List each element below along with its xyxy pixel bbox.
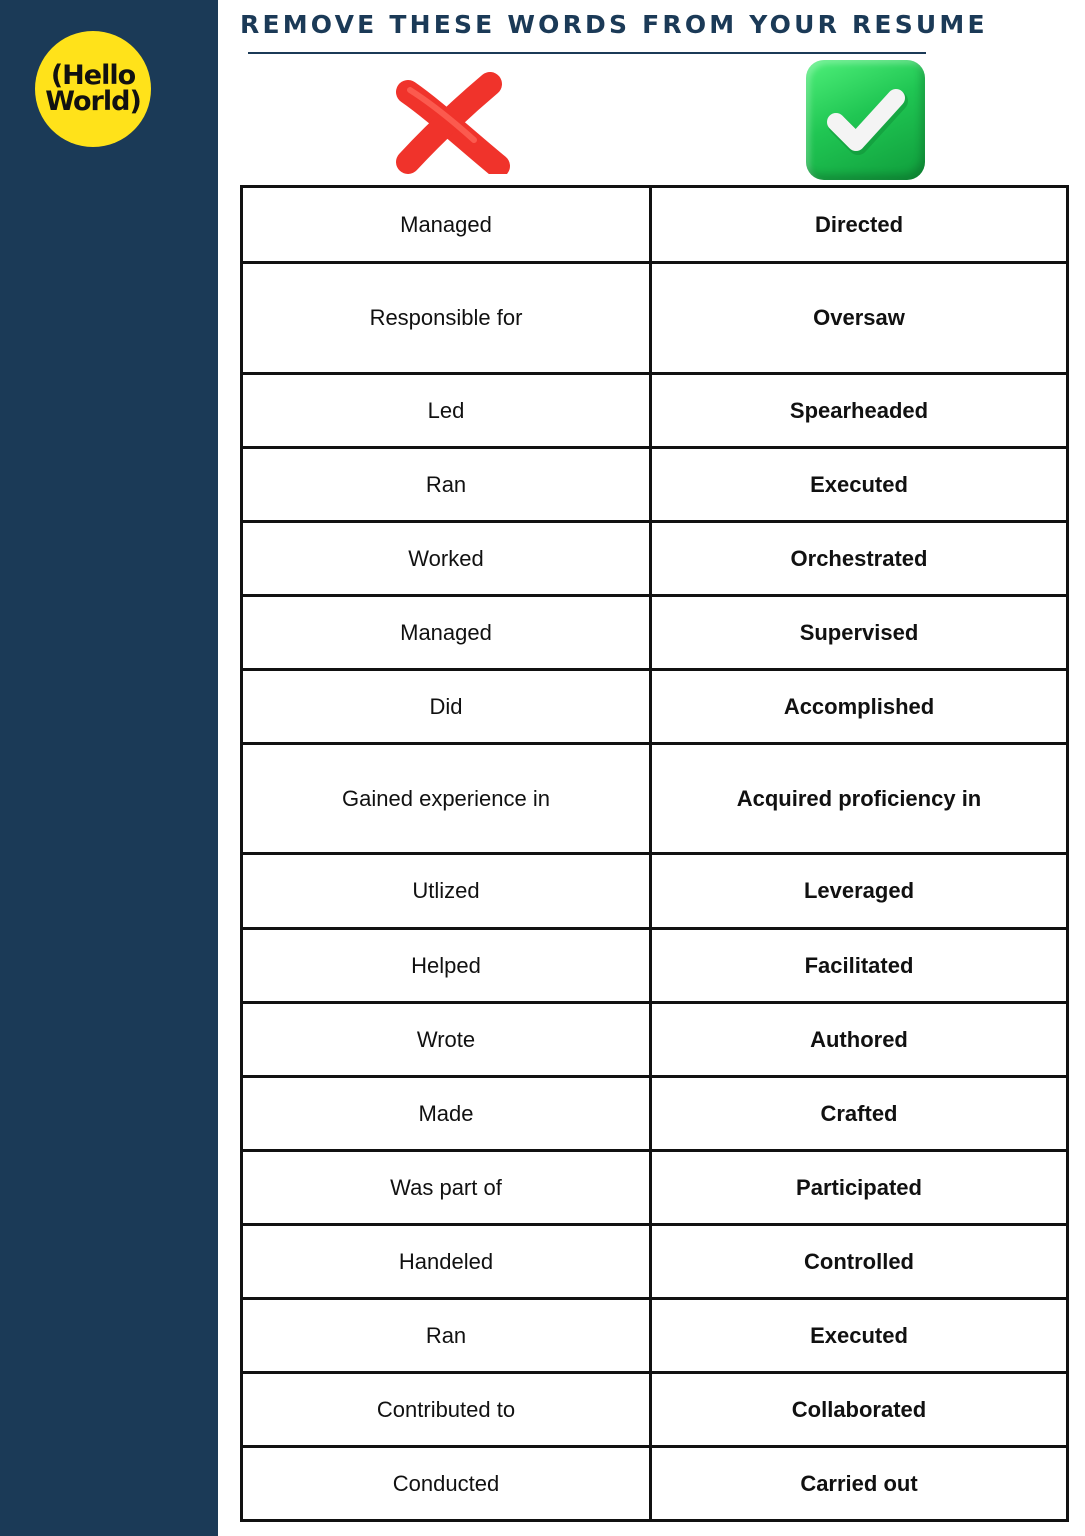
word-to-remove: Contributed to [242,1373,651,1447]
word-to-remove: Ran [242,448,651,522]
sidebar [0,0,218,1536]
word-to-remove: Managed [242,187,651,263]
green-checkmark-icon [806,60,925,180]
replacement-word: Directed [651,187,1068,263]
replacement-word: Supervised [651,596,1068,670]
word-to-remove: Ran [242,1299,651,1373]
replacement-word: Orchestrated [651,522,1068,596]
word-to-remove: Gained experience in [242,744,651,854]
word-to-remove: Utlized [242,854,651,929]
replacement-word: Participated [651,1151,1068,1225]
replacement-word: Spearheaded [651,374,1068,448]
replacement-word: Leveraged [651,854,1068,929]
replacement-word: Executed [651,448,1068,522]
replacement-word: Controlled [651,1225,1068,1299]
logo-line-1: (Hello [50,60,136,91]
hello-world-logo [35,31,151,147]
table-row [242,1299,1068,1373]
word-to-remove: Worked [242,522,651,596]
word-to-remove: Was part of [242,1151,651,1225]
table-row [242,854,1068,929]
word-to-remove: Made [242,1077,651,1151]
word-to-remove: Wrote [242,1003,651,1077]
table-row [242,929,1068,1003]
replacement-word: Acquired proficiency in [651,744,1068,854]
word-to-remove: Managed [242,596,651,670]
word-to-remove: Conducted [242,1447,651,1521]
table-row [242,1151,1068,1225]
table-row [242,187,1068,263]
replacement-word: Oversaw [651,263,1068,374]
table-row [242,1447,1068,1521]
table-row [242,374,1068,448]
table-row [242,448,1068,522]
table-row [242,1077,1068,1151]
replacement-word: Collaborated [651,1373,1068,1447]
replacement-word: Authored [651,1003,1068,1077]
table-row [242,1003,1068,1077]
word-to-remove: Handeled [242,1225,651,1299]
word-to-remove: Responsible for [242,263,651,374]
table-row [242,1373,1068,1447]
table-row [242,263,1068,374]
replacement-word: Accomplished [651,670,1068,744]
word-replacement-table [240,185,1069,1522]
table-row [242,522,1068,596]
replacement-word: Carried out [651,1447,1068,1521]
word-to-remove: Helped [242,929,651,1003]
table-row [242,1225,1068,1299]
red-cross-icon [394,72,512,174]
replacement-word: Crafted [651,1077,1068,1151]
logo-line-2: World) [45,86,141,117]
table-row [242,596,1068,670]
title-underline [248,52,926,54]
replacement-word: Executed [651,1299,1068,1373]
table-row [242,744,1068,854]
page-title: REMOVE THESE WORDS FROM YOUR RESUME [240,10,988,39]
table-row [242,670,1068,744]
word-to-remove: Led [242,374,651,448]
replacement-word: Facilitated [651,929,1068,1003]
word-to-remove: Did [242,670,651,744]
